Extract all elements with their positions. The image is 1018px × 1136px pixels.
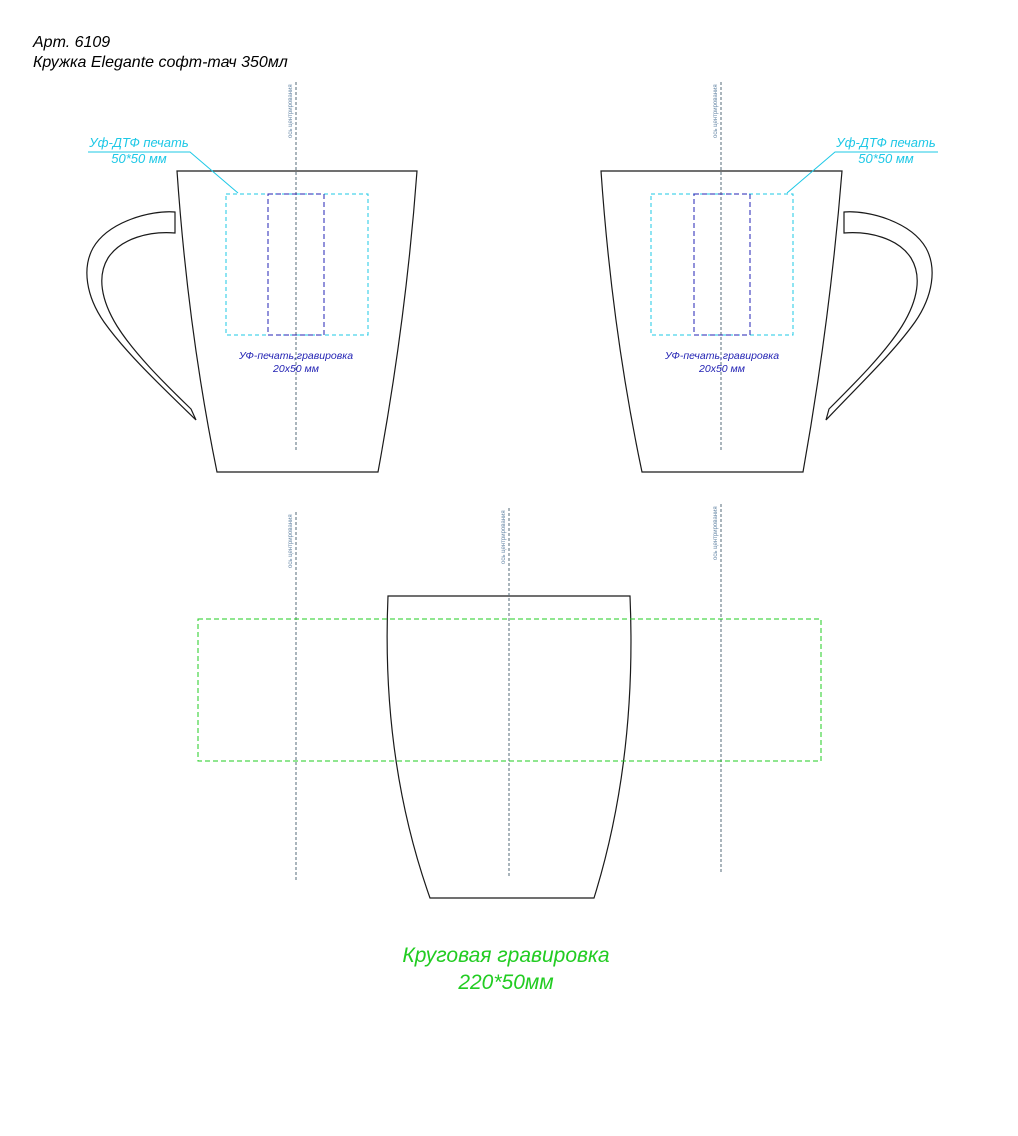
mug-left-view xyxy=(87,82,417,472)
product-name: Кружка Elegante софт-тач 350мл xyxy=(33,54,288,71)
centering-axis-label-front-center: ось центрирования xyxy=(501,510,507,564)
uv-engraving-label-left: УФ-печать,гравировка xyxy=(238,350,354,362)
mug-left-handle xyxy=(87,212,196,420)
uv-dtf-label-left: Уф-ДТФ печать xyxy=(89,135,189,150)
uv-dtf-size-left: 50*50 мм xyxy=(111,151,167,166)
mug-front-body xyxy=(387,596,631,898)
mug-left-body xyxy=(177,171,417,472)
mug-right-handle xyxy=(826,212,932,420)
uv-dtf-area-left xyxy=(226,194,368,335)
mug-right-body xyxy=(601,171,842,472)
centering-axis-label-front-right: ось центрирования xyxy=(713,506,719,560)
uv-engraving-label-right: УФ-печать,гравировка xyxy=(664,350,780,362)
circular-engraving-size: 220*50мм xyxy=(458,971,554,994)
centering-axis-label-left: ось центрирования xyxy=(288,84,294,138)
uv-engraving-area-right xyxy=(694,194,750,335)
article-number: Арт. 6109 xyxy=(33,34,111,51)
mug-right-view xyxy=(601,82,938,472)
uv-dtf-area-right xyxy=(651,194,793,335)
uv-engraving-size-right: 20x50 мм xyxy=(699,363,745,375)
uv-dtf-label-right: Уф-ДТФ печать xyxy=(836,135,936,150)
mug-front-view xyxy=(198,504,821,994)
circular-engraving-label: Круговая гравировка xyxy=(402,944,610,967)
uv-engraving-size-left: 20x50 мм xyxy=(273,363,319,375)
uv-dtf-size-right: 50*50 мм xyxy=(858,151,914,166)
centering-axis-label-right: ось центрирования xyxy=(713,84,719,138)
centering-axis-label-front-left: ось центрирования xyxy=(288,514,294,568)
